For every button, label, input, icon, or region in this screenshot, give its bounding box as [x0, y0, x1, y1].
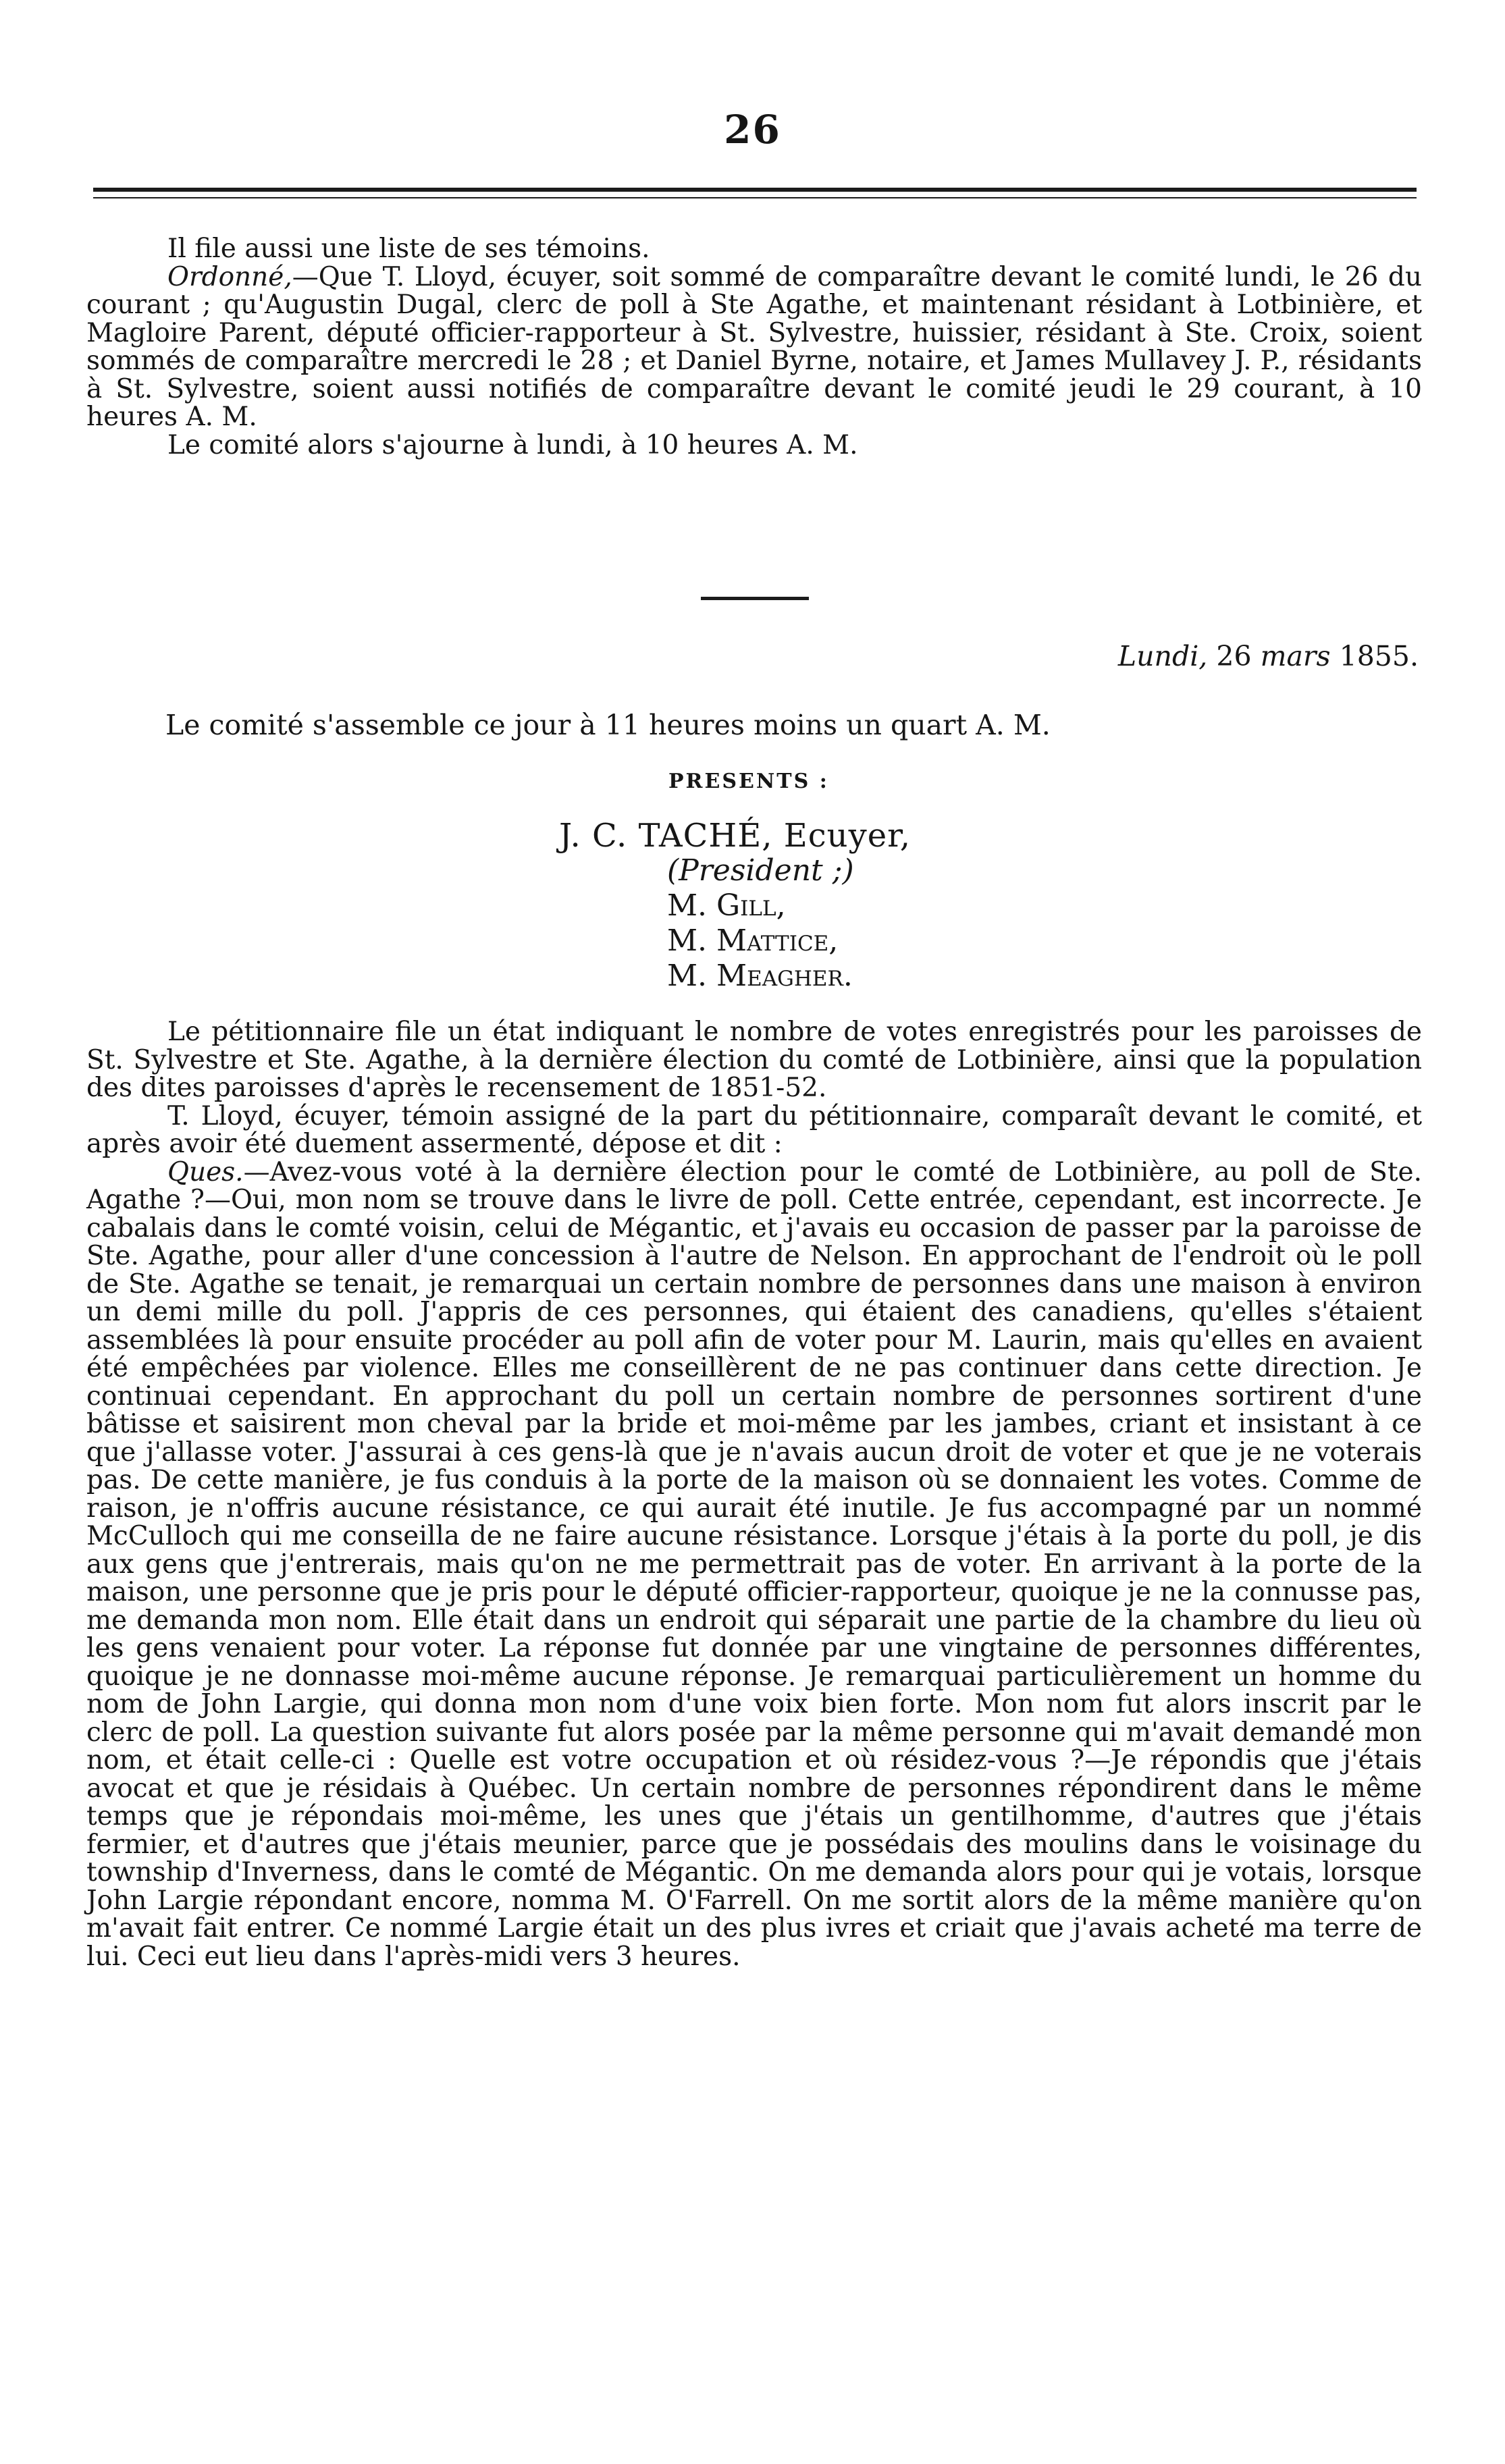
member-mattice: M. Mattice, — [667, 923, 839, 958]
question-label: Ques. — [167, 1156, 244, 1187]
presents-label: PRESENTS : — [668, 770, 829, 793]
header-rule-thin — [93, 197, 1417, 198]
adjournment-note: Le comité alors s'ajourne à lundi, à 10 heures A. M. — [167, 429, 858, 460]
order-text: —Que T. Lloyd, écuyer, soit sommé de comparaître devant le comité lundi, le 26 du courant ; qu'Augustin Dugal, clerc de poll à Ste Agathe, et maintenant résidant à Lotbinière, et Magloire Parent, député officier-rapporteur à St. Sylvestre, huissier, résidant à Ste. Croix, soient sommés de comparaître mercredi le 28 ; et Daniel Byrne, notaire, et James Mullavey J. P., résidants à St. Sylvestre, soient aussi notifiés de comparaître devant le comité jeudi le 29 courant, à 10 heures A. M. — [86, 261, 1422, 432]
order-label: Ordonné, — [167, 261, 292, 292]
order-paragraph — [86, 263, 1422, 431]
member-meagher: M. Meagher. — [667, 959, 853, 993]
testimony-text: —Avez-vous voté à la dernière élection pour le comté de Lotbinière, au poll de Ste. Agathe ?—Oui, mon nom se trouve dans le livre de poll. Cette entrée, cependant, est incorrecte. Je cabalais dans le comté voisin, celui de Mégantic, et j'avais eu occasion de passer par la paroisse de Ste. Agathe, pour aller d'une concession à l'autre de Nelson. En approchant de l'endroit où le poll de Ste. Agathe se tenait, je remarquai un certain nombre de personnes dans une maison à environ un demi mille du poll. J'appris de ces personnes, qui étaient des canadiens, qu'elles s'étaient assemblées là pour ensuite procéder au poll afin de voter pour M. Laurin, mais qu'elles en avaient été empêchées par violence. Elles me conseillèrent de ne pas continuer dans cette direction. Je continuai cependant. En approchant du poll un certain nombre de personnes sortirent d'une bâtisse et saisirent mon cheval par la bride et moi-même par les jambes, criant et insistant à ce que j'allasse voter. J'assurai à ces gens-là que je n'avais aucun droit de voter et que je ne voterais pas. De cette manière, je fus conduis à la porte de la maison où se donnaient les votes. Comme de raison, je n'offris aucune résistance, ce qui aurait été inutile. Je fus accompagné par un nommé McCulloch qui me conseilla de ne faire aucune résistance. Lorsque j'étais à la porte du poll, je dis aux gens que j'entrerais, mais qu'on ne me permettrait pas de voter. En arrivant à la porte de la maison, une personne que je pris pour le député officier-rapporteur, quoique je ne la connusse pas, me demanda mon nom. Elle était dans un endroit qui séparait une partie de la chambre du lieu où les gens venaient pour voter. La réponse fut donnée par une vingtaine de personnes différentes, quoique je ne donnasse moi-même aucune réponse. Je remarquai particulièrement un homme du nom de John Largie, qui donna mon nom d'une voix bien forte. Mon nom fut alors inscrit par le clerc de poll. La question suivante fut alors posée par la même personne qui m'avait demandé mon nom, et était celle-ci : Quelle est votre occupation et où résidez-vous ?—Je répondis que j'étais avocat et que je résidais à Québec. Un certain nombre de personnes répondirent dans le même temps que je répondais moi-même, les unes que j'étais un gentilhomme, d'autres que j'étais fermier, et d'autres que j'étais meunier, parce que je possédais des moulins dans le voisinage du township d'Inverness, dans le comté de Mégantic. On me demanda alors pour qui je votais, lorsque John Largie répondant encore, nomma M. O'Farrell. On me sortit alors de la même manière qu'on m'avait fait entrer. Ce nommé Largie était un des plus ivres et criait que j'avais acheté ma terre de lui. Ceci eut lieu dans l'après-midi vers 3 heures. — [86, 1156, 1422, 1972]
header-rule — [93, 188, 1417, 192]
session-date — [1118, 640, 1419, 672]
members-list — [559, 818, 911, 994]
page-number: 26 — [724, 107, 781, 153]
member-gill: M. Gill, — [667, 888, 786, 923]
witness-paragraph: T. Lloyd, écuyer, témoin assigné de la part du pétitionnaire, comparaît devant le comité, et après avoir été duement assermenté, dépose et dit : — [86, 1100, 1422, 1159]
section-separator — [701, 597, 809, 600]
chair-name: J. C. TACHÉ, Ecuyer, — [559, 817, 912, 855]
date-num: 26 — [1216, 640, 1252, 672]
date-month: mars — [1260, 640, 1331, 672]
petition-paragraph: Le pétitionnaire file un état indiquant le nombre de votes enregistrés pour les paroisses de St. Sylvestre et Ste. Agathe, à la dernière élection du comté de Lotbinière, ainsi que la population des dites paroisses d'après le recensement de 1851-52. — [86, 1017, 1422, 1103]
date-year: 1855. — [1339, 640, 1419, 672]
chair-role: (President ;) — [667, 853, 854, 888]
testimony-paragraph — [86, 1158, 1422, 1971]
meeting-opening: Le comité s'assemble ce jour à 11 heures moins un quart A. M. — [165, 709, 1051, 741]
witness-list-note: Il file aussi une liste de ses témoins. — [167, 234, 650, 264]
intro-section — [86, 235, 1422, 459]
testimony-section — [86, 1018, 1422, 1971]
date-day: Lundi, — [1117, 640, 1208, 672]
